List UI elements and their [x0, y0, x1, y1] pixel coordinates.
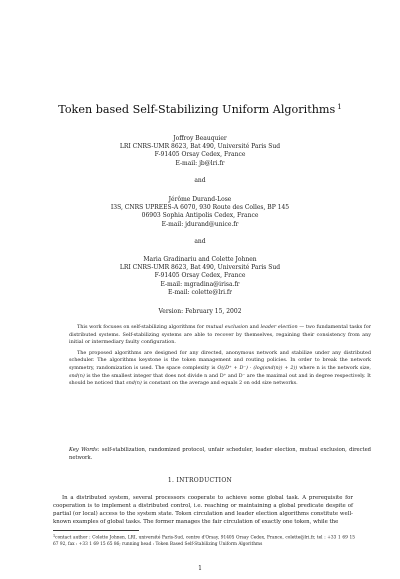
author-email: E-mail: jb@lri.fr	[175, 159, 225, 167]
author-affiliation: LRI CNRS-UMR 8623, Bat 490, Université Paris Sud	[119, 143, 281, 151]
page-number: 1	[198, 565, 202, 572]
author-email: E-mail: mgradina@irisa.fr	[160, 280, 240, 288]
abstract-text: — two fundamental tasks for distributed systems. Self-stabilizing systems are able to recover by themselves, regaining their consistency from any initial or intermediary faulty configuration.	[69, 324, 371, 346]
author-email: E-mail: jdurand@unice.fr	[161, 220, 239, 228]
footnote-text: contact author : Colette Johnen, LRI, université Paris-Sud, centre d'Orsay, 91405 Orsay Cedex, France, colette@lri.fr, tel : +33 1 69 15 67 92, fax : +33 1 69 15 65 86; running head : Token Based Self-Stabilizing Uniform Algorithms	[53, 535, 355, 547]
version-line: Version: February 15, 2002	[158, 308, 242, 315]
section-heading	[0, 477, 400, 484]
abstract-math: O((D⁺ + D⁻) · (log(snd(n)) + 2))	[217, 364, 298, 371]
author-email: E-mail: colette@lri.fr	[167, 288, 233, 296]
keywords-label: Key Words:	[69, 447, 100, 453]
author-affiliation: I3S, CNRS UPREES-A 6070, 930 Route des Colles, BP 145	[110, 204, 290, 212]
abstract-text: is constant on the average and equals 2 on odd size networks.	[141, 380, 298, 387]
section-title: INTRODUCTION	[176, 477, 233, 484]
author-address: F-91405 Orsay Cedex, France	[154, 151, 246, 159]
footnote-rule	[53, 530, 139, 531]
paper-title-text: Token based Self-Stabilizing Uniform Algorithms	[58, 103, 336, 116]
keywords-text: self-stabilization, randomized protocol, unfair scheduler, leader election, mutual exclusion, directed network.	[69, 447, 372, 462]
author-block-2	[0, 196, 400, 229]
abstract-text: where n is the network size,	[297, 364, 371, 371]
author-address: 06903 Sophia Antipolis Cedex, France	[141, 212, 259, 220]
author-name: Jérôme Durand-Lose	[168, 196, 232, 203]
footnote-mark: 1	[53, 534, 56, 538]
abstract-emphasis: leader election	[260, 324, 298, 330]
abstract-emphasis: mutual exclusion	[205, 324, 249, 330]
abstract-math: snd(n)	[69, 372, 85, 379]
keywords	[69, 446, 371, 462]
abstract-paragraph-2	[69, 350, 371, 388]
abstract	[69, 324, 371, 391]
title-footnote-mark: 1	[337, 103, 342, 111]
author-name: Maria Gradinariu and Colette Johnen	[143, 256, 257, 263]
author-block-1	[0, 135, 400, 168]
section-number: 1.	[167, 477, 175, 484]
footnote	[53, 533, 355, 548]
and-separator: and	[194, 238, 206, 245]
abstract-paragraph-1	[69, 324, 371, 347]
introduction-body	[53, 494, 353, 526]
abstract-math: snd(n)	[126, 380, 142, 387]
paper-title	[0, 103, 400, 116]
author-block-3	[0, 256, 400, 297]
abstract-text: and	[248, 324, 261, 330]
intro-paragraph: In a distributed system, several processors cooperate to achieve some global task. A prerequisite for cooperation is to implement a distributed control, i.e. reaching or maintaining a global predicate despite of partial (or local) access to the system state. Token circulation and leader election algorithms constitute well-known examples of global tasks. The former manages the fair circulation of exactly one token, while the	[53, 495, 353, 526]
author-address: F-91405 Orsay Cedex, France	[154, 272, 246, 280]
abstract-text: The proposed algorithms are designed for any directed, anonymous network and stabilize under any distributed scheduler. The algorithms keystone is the token management and routing policies. In order to break the network symmetry, randomization is used. The space complexity is	[69, 349, 371, 371]
author-affiliation: LRI CNRS-UMR 8623, Bat 490, Université Paris Sud	[119, 264, 281, 272]
and-separator: and	[194, 177, 206, 184]
author-name: Joffroy Beauquier	[173, 135, 227, 142]
abstract-text: is the the smallest integer that does not divide n and D⁺ and D⁻ are the maximal out and in degree respectively. It should be noticed that	[69, 372, 371, 387]
abstract-text: This work focuses on self-stabilizing algorithms for	[77, 324, 206, 330]
